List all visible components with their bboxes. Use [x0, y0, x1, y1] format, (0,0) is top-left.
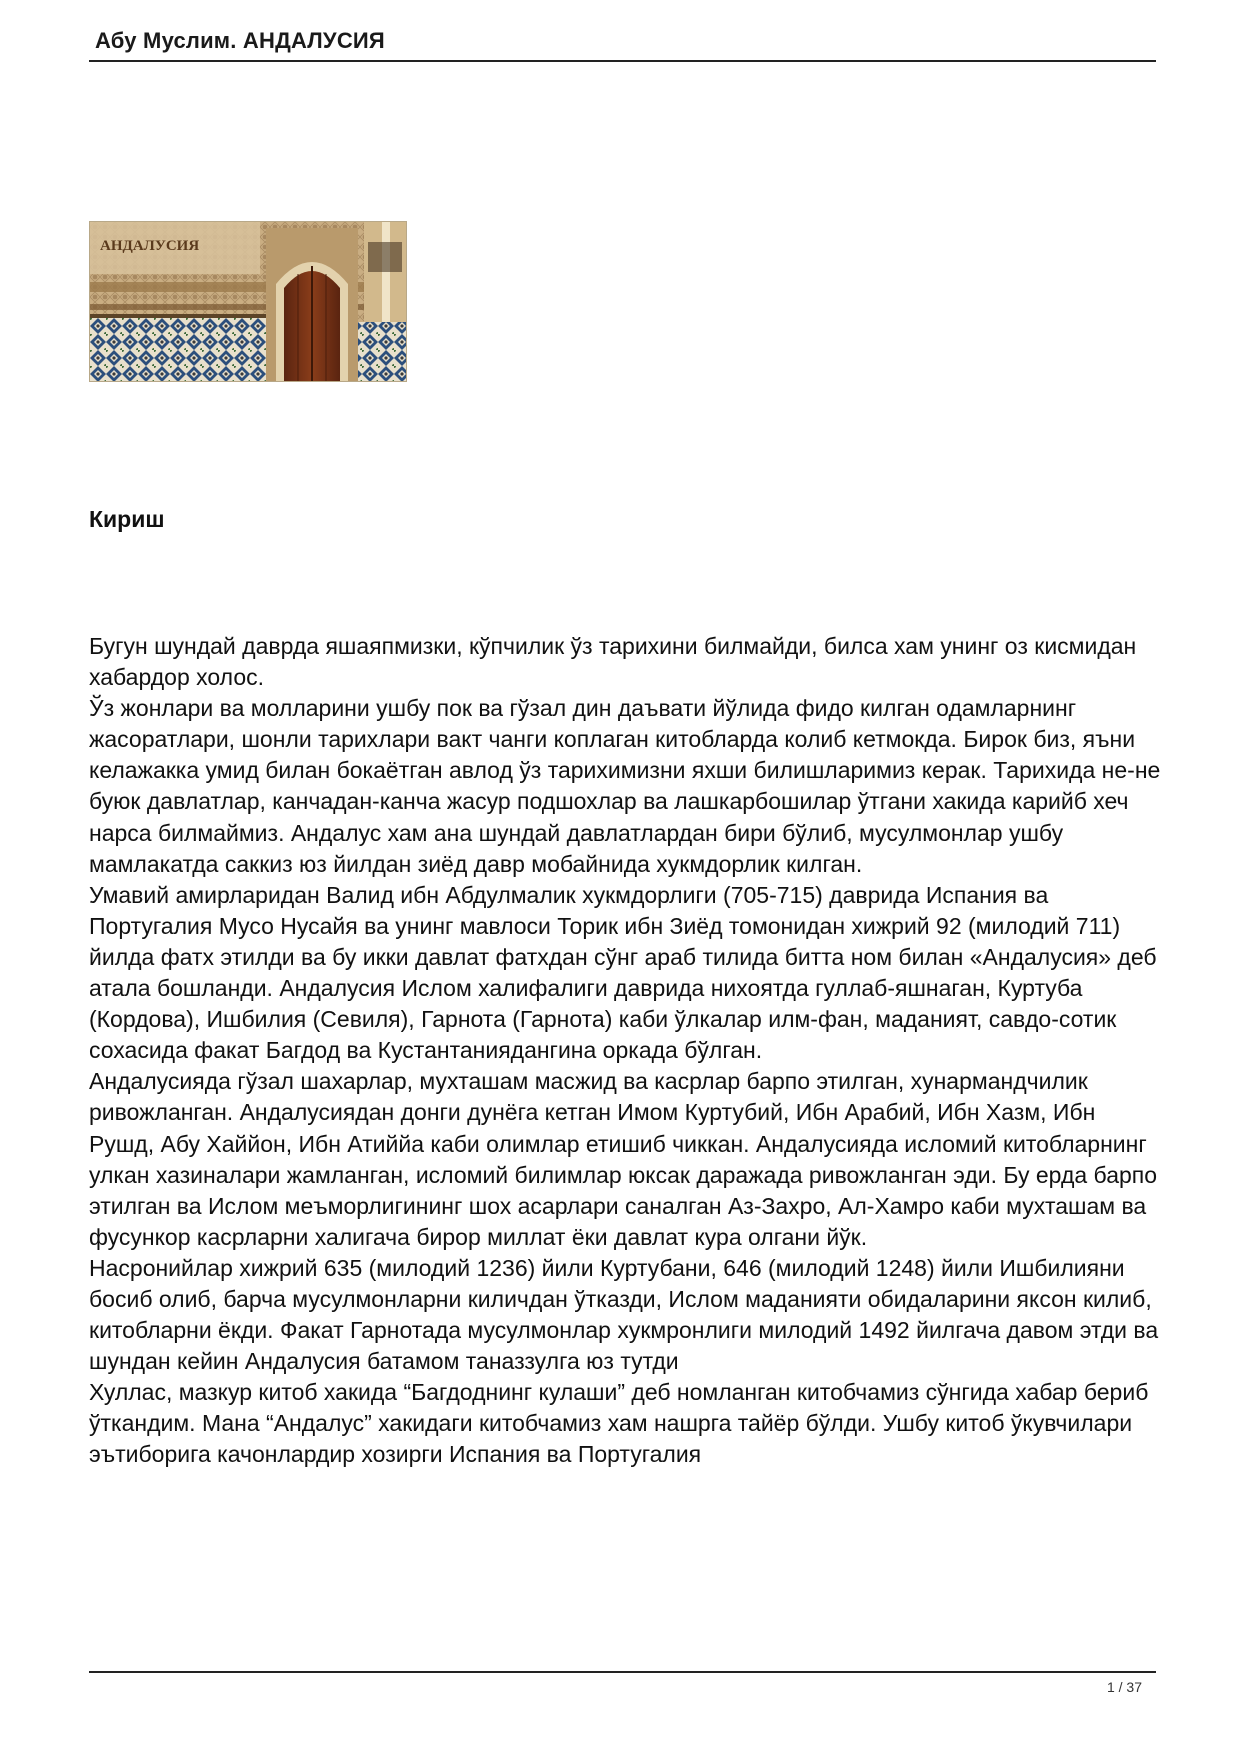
document-title: Абу Муслим. АНДАЛУСИЯ	[95, 28, 385, 53]
paragraph: Насронийлар хижрий 635 (милодий 1236) йили Куртубани, 646 (милодий 1248) йили Ишбилияни босиб олиб, барча мусулмонларни киличдан ўтказди, Ислом маданияти обидаларини яксон килиб, китобларни ёкди. Факат Гарнотада мусулмонлар хукмронлиги милодий 1492 йилгача давом этди ва шундан кейин Андалусия батамом таназзулга юз тутди	[89, 1254, 1159, 1375]
page-footer	[89, 1671, 1156, 1695]
body-text	[89, 631, 1161, 1471]
page-number: 1 / 37	[1106, 1679, 1142, 1695]
section-heading: Кириш	[89, 506, 165, 532]
andalusia-banner-image	[89, 221, 407, 382]
page-header	[89, 26, 1156, 62]
paragraph: Андалусияда гўзал шахарлар, мухташам масжид ва касрлар барпо этилган, хунармандчилик ривожланган. Андалусиядан донги дунёга кетган Имом Куртубий, Ибн Арабий, Ибн Хазм, Ибн Рушд, Абу Хаййон, Ибн Атиййа каби олимлар етишиб чиккан. Андалусияда исломий китобларнинг улкан хазиналари жамланган, исломий билимлар юксак даражада ривожланган эди. Бу ерда барпо этилган ва Ислом меъморлигининг шох асарлари саналган Аз-Захро, Ал-Хамро каби мухташам ва фусункор касрларни халигача бирор миллат ёки давлат кура олгани йўк.	[89, 1068, 1158, 1250]
banner-caption: АНДАЛУСИЯ	[100, 238, 200, 254]
paragraph: Умавий амирларидан Валид ибн Абдулмалик хукмдорлиги (705-715) даврида Испания ва Португалия Мусо Нусайя ва унинг мавлоси Торик ибн Зиёд томонидан хижрий 92 (милодий 711) йилда фатх этилди ва бу икки давлат фатхдан сўнг араб тилида битта ном билан «Андалусия» деб атала бошланди. Андалусия Ислом халифалиги даврида нихоятда гуллаб-яшнаган, Куртуба (Кордова), Ишбилия (Севиля), Гарнота (Гарнота) каби ўлкалар илм-фан, маданият, савдо-сотик сохасида факат Багдод ва Кустантаниядангина оркада бўлган.	[89, 881, 1157, 1064]
paragraph: Хуллас, мазкур китоб хакида “Багдоднинг кулаши” деб номланган китобчамиз сўнгида хабар бериб ўткандим. Мана “Андалус” хакидаги китобчамиз хам нашрга тайёр бўлди. Ушбу китоб ўкувчилари эътиборига качонлардир хозирги Испания ва Португалия	[89, 1379, 1149, 1468]
paragraph: Бугун шундай даврда яшаяпмизки, кўпчилик ўз тарихини билмайди, билса хам унинг оз кисмидан хабардор холос.	[89, 633, 1137, 691]
paragraph: Ўз жонлари ва молларини ушбу пок ва гўзал дин даъвати йўлида фидо килган одамларнинг жасоратлари, шонли тарихлари вакт чанги коплаган китобларда колиб кетмокда. Бирок биз, яъни келажакка умид билан бокаётган авлод ўз тарихимизни яхши билишларимиз керак. Тарихида не-не буюк давлатлар, канчадан-канча жасур подшохлар ва лашкарбошилар ўтгани хакида карийб хеч нарса билмаймиз. Андалус хам ана шундай давлатлардан бири бўлиб, мусулмонлар ушбу мамлакатда саккиз юз йилдан зиёд давр мобайнида хукмдорлик килган.	[89, 695, 1161, 877]
